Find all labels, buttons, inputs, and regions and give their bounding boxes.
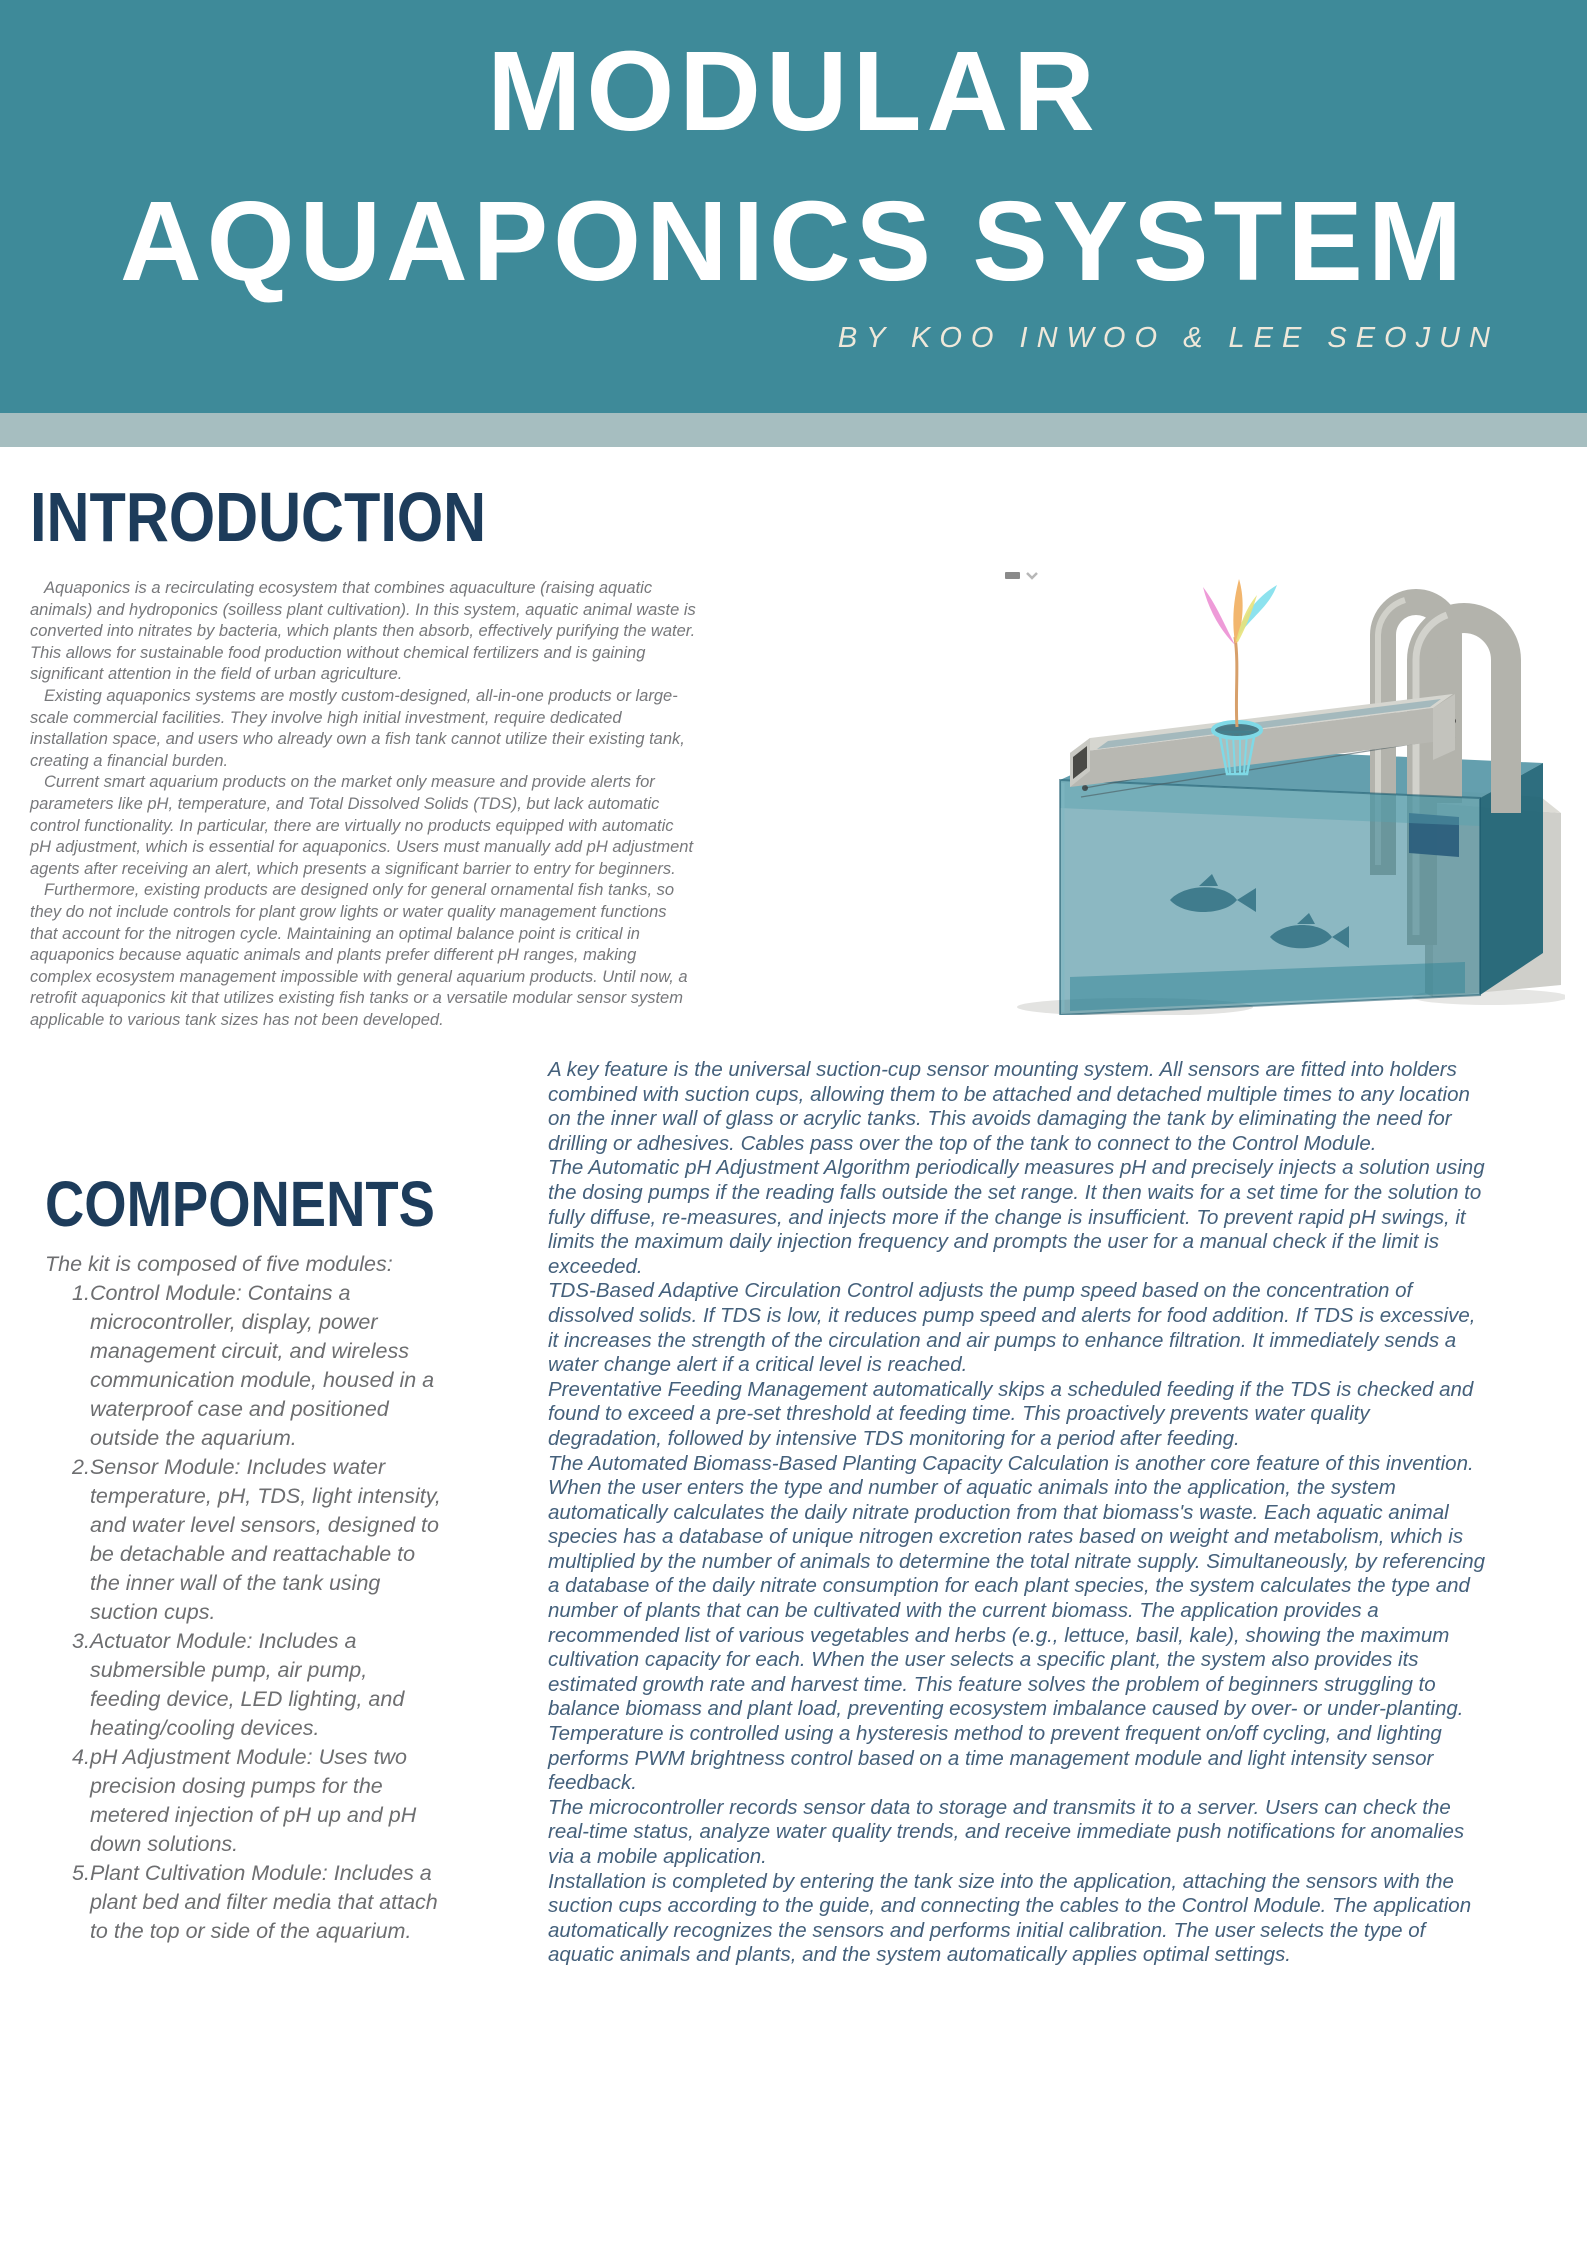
features-paragraph: The Automatic pH Adjustment Algorithm periodically measures pH and precisely injects a solution using the dosing pumps if the reading falls outside the set range. It then waits for a set time for the solution to fully diffuse, re-measures, and injects more if the change is insufficient. To prevent rapid pH swings, it limits the maximum daily injection frequency and prompts the user for a manual check if the limit is exceeded. [548, 1156, 1485, 1278]
introduction-heading: INTRODUCTION [30, 478, 487, 556]
cad-toolbar-marks [1005, 572, 1037, 579]
list-item-number: 1. [72, 1281, 90, 1305]
list-item-text: Plant Cultivation Module: Includes a plant bed and filter media that attach to the top or side of the aquarium. [89, 1861, 438, 1943]
page-title-line2: AQUAPONICS SYSTEM [120, 178, 1467, 304]
introduction-paragraph: Existing aquaponics systems are mostly custom-designed, all-in-one products or large-scale commercial facilities. They involve high initial investment, require dedicated installation space, and users who already own a fish tank cannot utilize their existing tank, creating a financial burden. [30, 686, 685, 770]
list-item-text: pH Adjustment Module: Uses two precision dosing pumps for the metered injection of pH up and pH down solutions. [89, 1745, 417, 1856]
list-item-text: Control Module: Contains a microcontroller, display, power management circuit, and wireless communication module, housed in a waterproof case and positioned outside the aquarium. [89, 1281, 435, 1450]
components-list [45, 1279, 485, 1946]
page-title [0, 16, 1587, 316]
list-item-text: Actuator Module: Includes a submersible pump, air pump, feeding device, LED lighting, and heating/cooling devices. [89, 1629, 405, 1740]
features-paragraph: A key feature is the universal suction-cup sensor mounting system. All sensors are fitted into holders combined with suction cups, allowing them to be attached and detached multiple times to any location on the inner wall of glass or acrylic tanks. This avoids damaging the tank by eliminating the need for drilling or adhesives. Cables pass over the top of the tank to connect to the Control Module. [548, 1058, 1470, 1155]
features-paragraph: The Automated Biomass-Based Planting Capacity Calculation is another core feature of this invention. When the user enters the type and number of aquatic animals into the application, the system automatically calculates the daily nitrate production from that biomass's waste. Each aquatic animal species has a database of unique nitrogen excretion rates based on weight and metabolism, which is multiplied by the number of animals to determine the total nitrate supply. Simultaneously, by referencing a database of the daily nitrate consumption for each plant species, the system calculates the type and number of plants that can be cultivated with the current biomass. The application provides a recommended list of various vegetables and herbs (e.g., lettuce, basil, kale), showing the maximum cultivation capacity for each. When the user selects a specific plant, the system also provides its estimated growth rate and harvest time. This feature solves the problem of beginners struggling to balance biomass and plant load, preventing ecosystem imbalance caused by over- or under-planting. [548, 1451, 1486, 1721]
components-section [45, 1250, 485, 1946]
list-item-number: 4. [72, 1745, 90, 1769]
introduction-paragraph: Current smart aquarium products on the market only measure and provide alerts for parameters like pH, temperature, and Total Dissolved Solids (TDS), but lack automatic control functionality. In particular, there are virtually no products equipped with automatic pH adjustment, which is essential for aquaponics. Users must manually add pH adjustment agents after receiving an alert, which presents a significant barrier to entry for beginners. [30, 773, 694, 878]
introduction-paragraphs [30, 578, 698, 1031]
features-paragraph: Installation is completed by entering the tank size into the application, attaching the sensors with the suction cups according to the guide, and connecting the cables to the Control Module. The application automatically recognizes the sensors and performs initial calibration. The user selects the type of aquatic animals and plants, and the system automatically applies optimal settings. [548, 1869, 1472, 1967]
tank-front-glass [1060, 780, 1480, 1015]
aquaponics-render-figure [985, 545, 1565, 1015]
features-paragraph: Preventative Feeding Management automatically skips a scheduled feeding if the TDS is checked and found to exceed a pre-set threshold at feeding time. This proactively prevents water quality degradation, followed by intensive TDS monitoring for a period after feeding. [548, 1377, 1474, 1450]
byline: BY KOO INWOO & LEE SEOJUN [837, 322, 1499, 354]
components-lead: The kit is composed of five modules: [45, 1252, 393, 1276]
introduction-paragraph: Furthermore, existing products are designed only for general ornamental fish tanks, so they do not include controls for plant grow lights or water quality management functions that account for the nitrogen cycle. Maintaining an optimal balance point is critical in aquaponics because aquatic animals and plants prefer different pH ranges, making complex ecosystem management impossible with general aquarium products. Until now, a retrofit aquaponics kit that utilizes existing fish tanks or a versatile modular sensor system applicable to various tank sizes has not been developed. [30, 881, 688, 1029]
list-item [72, 1743, 485, 1859]
list-item-number: 5. [72, 1861, 90, 1885]
list-item [72, 1627, 485, 1743]
list-item-text: Sensor Module: Includes water temperature, pH, TDS, light intensity, and water level sensors, designed to be detachable and reattachable to the inner wall of the tank using suction cups. [89, 1455, 441, 1624]
introduction-paragraph: Aquaponics is a recirculating ecosystem that combines aquaculture (raising aquatic animals) and hydroponics (soilless plant cultivation). In this system, aquatic animal waste is converted into nitrates by bacteria, which plants then absorb, effectively purifying the water. This allows for sustainable food production without chemical fertilizers and is gaining significant attention in the field of urban agriculture. [30, 579, 696, 684]
components-heading: COMPONENTS [45, 1168, 435, 1240]
list-item [72, 1453, 485, 1627]
header-banner [0, 0, 1587, 413]
header-accent-band [0, 413, 1587, 447]
features-paragraph: The microcontroller records sensor data to storage and transmits it to a server. Users can check the real-time status, analyze water quality trends, and receive immediate push notifications for anomalies via a mobile application. [548, 1795, 1465, 1868]
list-item-number: 3. [72, 1629, 90, 1653]
page-title-line1: MODULAR [487, 28, 1100, 154]
list-item [72, 1279, 485, 1453]
features-paragraphs [548, 1058, 1488, 1968]
seedling-icon [1203, 579, 1277, 727]
list-item-number: 2. [72, 1455, 90, 1479]
features-paragraph: TDS-Based Adaptive Circulation Control adjusts the pump speed based on the concentration of dissolved solids. If TDS is low, it reduces pump speed and alerts for food addition. If TDS is excessive, it increases the strength of the circulation and air pumps to enhance filtration. It immediately sends a water change alert if a critical level is reached. [548, 1279, 1476, 1377]
features-paragraph: Temperature is controlled using a hysteresis method to prevent frequent on/off cycling, and lighting performs PWM brightness control based on a time management module and light intensity sensor feedback. [548, 1722, 1442, 1795]
list-item [72, 1859, 485, 1946]
